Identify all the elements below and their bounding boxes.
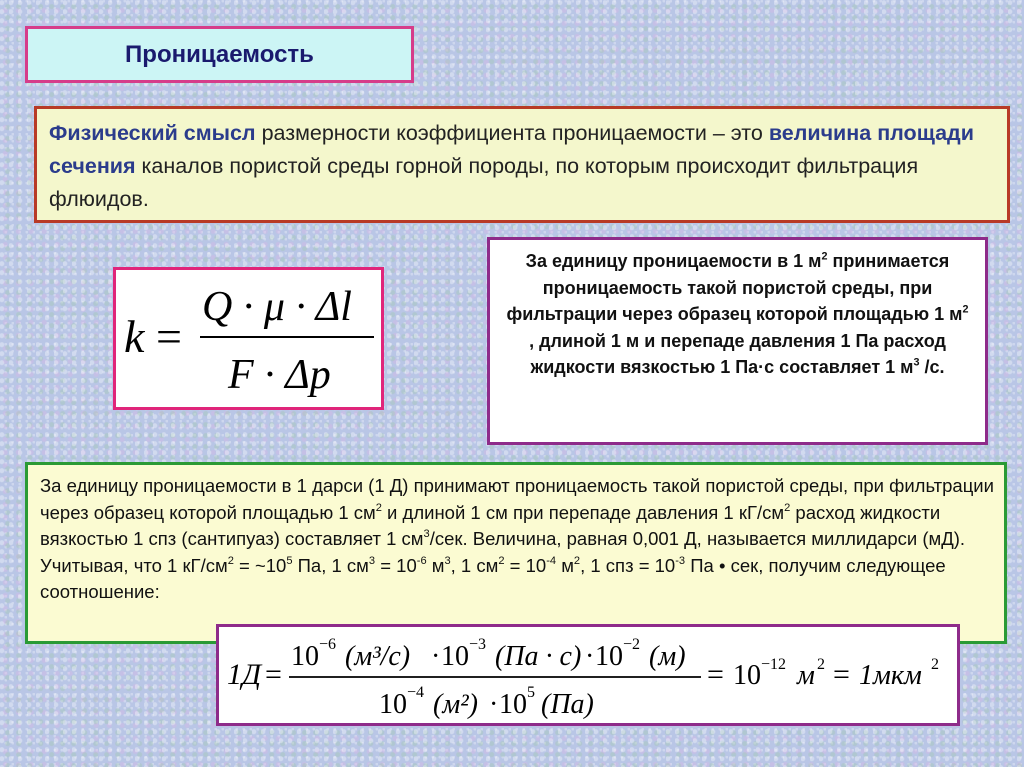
formula-numerator: Q · μ · Δl	[202, 284, 352, 330]
relation-result-1-unit-exp: 2	[817, 656, 825, 673]
relation-num-a-unit: (м³/с)	[345, 641, 411, 672]
relation-num-c: 10	[595, 641, 623, 672]
relation-equals: =	[707, 658, 724, 691]
darcy-text: = 10	[375, 554, 417, 576]
permeability-formula-box	[113, 267, 384, 410]
relation-result-2-exp: 2	[931, 656, 939, 673]
title-box	[25, 26, 414, 83]
relation-den-b-unit: (Па)	[541, 689, 594, 720]
relation-num-a: 10	[291, 641, 319, 672]
darcy-text: Па, 1 см	[292, 554, 369, 576]
darcy-text: и длиной 1 см при перепаде давления 1 кГ/см	[381, 501, 785, 523]
formula-equals: =	[156, 311, 182, 362]
darcy-definition-box	[25, 462, 1007, 644]
darcy-sup: 2	[573, 555, 581, 568]
relation-equals: =	[265, 658, 282, 691]
darcy-sup: 3	[423, 528, 430, 541]
relation-num-c-unit: (м)	[649, 641, 686, 672]
meaning-highlight-1: Физический смысл	[49, 121, 256, 145]
darcy-sup: 5	[286, 555, 293, 568]
relation-result-1-exp: −12	[761, 656, 787, 673]
darcy-text: = ~10	[233, 554, 287, 576]
unit-text-4: /с.	[919, 357, 945, 377]
darcy-sup: 3	[368, 555, 376, 568]
relation-den-b-exp: 5	[527, 684, 535, 701]
darcy-text: , 1 спз = 10	[580, 554, 676, 576]
relation-den-a-unit: (м²)	[433, 689, 478, 720]
meaning-text-2: каналов пористой среды горной породы, по которым происходит фильтрация флюидов.	[49, 154, 919, 211]
formula-lhs: k	[124, 311, 145, 362]
page-title: Проницаемость	[125, 40, 314, 68]
unit-sup-1: 2	[821, 250, 828, 263]
darcy-text: За единицу проницаемости в 1 дарси (1 Д) принимают проницаемость такой пористой среды, при фильтрации через образец которой площадью 1 см	[40, 475, 994, 523]
relation-num-b-unit: (Па · с)	[495, 641, 582, 672]
darcy-sup: -6	[416, 555, 427, 568]
darcy-sup: 3	[444, 555, 451, 568]
darcy-sup: 2	[375, 501, 382, 514]
relation-num-a-exp: −6	[319, 636, 337, 653]
formula-denominator: F · Δp	[228, 352, 331, 398]
si-unit-definition-box	[487, 237, 988, 445]
darcy-text: м	[426, 554, 445, 576]
darcy-text: Па • сек, получим следующее соотношение:	[40, 554, 946, 603]
relation-num-b-exp: −3	[469, 636, 487, 653]
unit-text-3: , длиной 1 м и перепаде давления 1 Па расход жидкости вязкостью 1 Па·с составляет 1 м	[529, 330, 946, 377]
relation-den-a: 10	[379, 689, 407, 720]
darcy-text: = 10	[504, 554, 547, 576]
darcy-text: /сек. Величина, равная 0,001 Д, называется миллидарси (мД). Учитывая, что 1 кГ/см	[40, 528, 966, 576]
meaning-highlight-2: величина площади сечения	[49, 121, 974, 178]
unit-sup-3: 3	[913, 356, 920, 369]
darcy-text: , 1 см	[450, 554, 499, 576]
relation-lhs: 1Д	[227, 658, 262, 691]
darcy-sup: -4	[546, 555, 557, 568]
physical-meaning-box	[34, 106, 1010, 223]
darcy-text: расход жидкости вязкостью 1 спз (сантипуаз) составляет 1 см	[40, 501, 941, 550]
relation-den-dot: ·	[489, 689, 499, 720]
unit-text-1: За единицу проницаемости в 1 м	[525, 251, 822, 271]
unit-text-2: принимается проницаемость такой пористой среды, при фильтрации через образец которой площадью 1 м	[506, 251, 963, 324]
relation-num-c-exp: −2	[623, 636, 641, 653]
relation-result-2: 1мкм	[859, 660, 922, 691]
darcy-sup: 2	[498, 555, 505, 568]
relation-result-1-unit: м	[797, 660, 815, 691]
permeability-formula	[116, 270, 381, 407]
darcy-sup: -3	[675, 555, 686, 568]
relation-num-dot: ·	[585, 641, 595, 672]
relation-den-a-exp: −4	[407, 684, 425, 701]
relation-den-b: 10	[499, 689, 527, 720]
darcy-relation-formula	[219, 627, 957, 723]
darcy-sup: 2	[784, 501, 791, 514]
relation-num-dot: ·	[431, 641, 441, 672]
relation-equals: =	[833, 658, 850, 691]
meaning-text-1: размерности коэффициента проницаемости – это	[255, 121, 769, 145]
relation-result-1: 10	[733, 660, 761, 691]
darcy-text: м	[556, 554, 574, 576]
relation-num-b: 10	[441, 641, 469, 672]
unit-sup-2: 2	[962, 303, 969, 316]
darcy-sup: 2	[227, 555, 234, 568]
darcy-relation-box	[216, 624, 960, 726]
